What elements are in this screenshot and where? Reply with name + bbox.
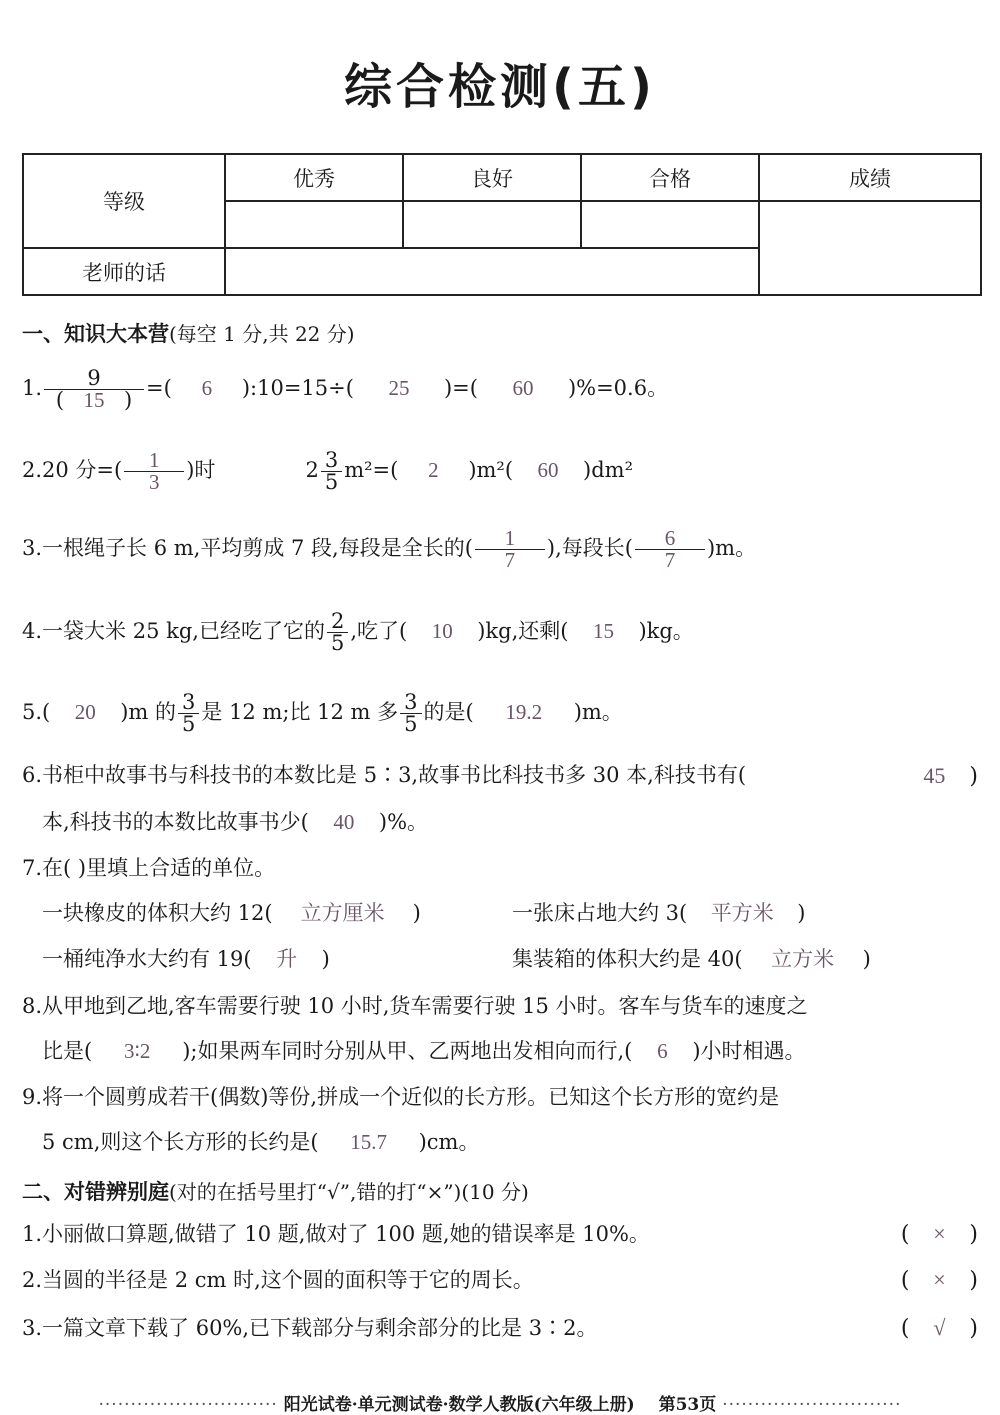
- q6-answer-1: 45: [923, 763, 946, 788]
- judge-item-2-text: 2.当圆的半径是 2 cm 时,这个圆的面积等于它的周长。: [22, 1268, 534, 1292]
- q5-fraction-2-numerator: 3: [404, 690, 418, 714]
- q5-text-1: 5.(: [22, 700, 51, 724]
- q8-text-4: )小时相遇。: [692, 1039, 806, 1063]
- q1-text-3: )=(: [443, 376, 478, 400]
- q7-text-r1a: 一块橡皮的体积大约 12(: [42, 901, 273, 925]
- judge-item-1-close: ): [969, 1222, 978, 1247]
- q5-text-4: 的是(: [423, 700, 474, 724]
- q4-text-2: ,吃了(: [350, 619, 408, 643]
- question-8-line-1: [22, 996, 808, 1017]
- q3-answer-2-numerator: 6: [664, 526, 676, 550]
- q6-text-1: 6.书柜中故事书与科技书的本数比是 5∶3,故事书比科技书多 30 本,科技书有(: [22, 763, 747, 787]
- q7-text-r1b: ): [412, 901, 421, 925]
- q5-fraction-1-denominator: 5: [178, 713, 199, 735]
- judge-item-2-mark: ×: [933, 1267, 946, 1292]
- question-6-line-2: [42, 812, 428, 833]
- q5-text-2: )m 的: [120, 700, 177, 724]
- q7-answer-1: 立方厘米: [300, 901, 385, 925]
- teacher-comment-label: 老师的话: [23, 248, 225, 295]
- q6-answer-1-row: [899, 763, 978, 789]
- grade-pass-cell: [581, 201, 759, 248]
- q7-text-r2d: ): [862, 947, 871, 971]
- section1-heading: 一、知识大本营: [22, 322, 169, 346]
- grade-excellent-cell: [225, 201, 403, 248]
- grade-pass-label: 合格: [581, 154, 759, 201]
- q2-answer-1-numerator: 1: [148, 448, 160, 472]
- q2-text-3: m²=(: [344, 458, 399, 482]
- q5-text-3: 是 12 m;比 12 m 多: [201, 700, 399, 724]
- q9-text-3: )cm。: [418, 1130, 480, 1154]
- question-7-line-1: [22, 858, 275, 879]
- q3-text-2: ),每段长(: [546, 536, 633, 560]
- q5-text-5: )m。: [573, 700, 623, 724]
- q4-denominator: 5: [327, 632, 348, 654]
- q4-text-4: )kg。: [638, 619, 694, 643]
- q2-text-1: 2.20 分=(: [22, 458, 123, 482]
- q6-text-2: 本,科技书的本数比故事书少(: [42, 810, 309, 834]
- question-7-row-1a: [42, 903, 421, 924]
- q8-text-3: );如果两车同时分别从甲、乙两地出发相向而行,(: [182, 1039, 633, 1063]
- teacher-comment-cell: [225, 248, 759, 295]
- q1-denominator: [44, 389, 144, 411]
- section2-heading-row: [22, 1176, 529, 1206]
- q8-text-1: 8.从甲地到乙地,客车需要行驶 10 小时,货车需要行驶 15 小时。客车与货车的速度之: [22, 994, 808, 1018]
- q3-answer-1-fraction: [475, 528, 545, 571]
- judge-item-1-text: 1.小丽做口算题,做错了 10 题,做对了 100 题,她的错误率是 10%。: [22, 1222, 650, 1246]
- section2-heading: 二、对错辨别庭: [22, 1180, 169, 1204]
- page-footer: [0, 1397, 1000, 1414]
- q4-text-3: )kg,还剩(: [477, 619, 569, 643]
- q3-answer-2-fraction: [635, 528, 705, 571]
- section2-note: (对的在括号里打“√”,错的打“×”)(10 分): [169, 1180, 529, 1204]
- q4-answer-1: 10: [431, 619, 453, 643]
- q2-answer-1-fraction: [124, 450, 184, 493]
- question-5: [22, 692, 623, 735]
- q1-number: 1.: [22, 376, 43, 400]
- q2-denominator: 5: [321, 471, 342, 493]
- q7-text-r1c: 一张床占地大约 3(: [512, 901, 688, 925]
- q4-numerator: 2: [330, 609, 345, 633]
- grade-excellent-label: 优秀: [225, 154, 403, 201]
- score-label: 成绩: [759, 154, 981, 201]
- judge-item-1-open: (: [900, 1222, 910, 1247]
- q9-answer-1: 15.7: [350, 1130, 387, 1154]
- q7-text-r1d: ): [797, 901, 806, 925]
- q3-answer-2-denominator: 7: [635, 549, 705, 571]
- q5-fraction-2: [400, 692, 421, 735]
- q7-text-r2a: 一桶纯净水大约有 19(: [42, 947, 252, 971]
- q7-text-1: 7.在( )里填上合适的单位。: [22, 856, 276, 880]
- judge-item-3-text: 3.一篇文章下载了 60%,已下载部分与剩余部分的比是 3∶2。: [22, 1316, 598, 1340]
- q4-answer-2: 15: [592, 619, 614, 643]
- q1-numerator: 9: [87, 366, 101, 390]
- question-6-line-1: [22, 765, 746, 786]
- q5-fraction-1-numerator: 3: [182, 690, 196, 714]
- judge-item-3-open: (: [900, 1316, 910, 1341]
- judge-item-2: [22, 1270, 534, 1291]
- q8-text-2: 比是(: [42, 1039, 93, 1063]
- q1-answer-denominator: 15: [83, 388, 105, 412]
- q2-whole: 2: [305, 458, 319, 482]
- judge-item-3-bracket: [901, 1315, 978, 1341]
- q4-text-1: 4.一袋大米 25 kg,已经吃了它的: [22, 619, 325, 643]
- q3-text-3: )m。: [706, 536, 757, 560]
- question-1: [22, 368, 668, 411]
- question-9-line-1: [22, 1087, 779, 1108]
- q1-text-1: =(: [146, 376, 172, 400]
- q1-den-open: (: [55, 388, 65, 412]
- judge-item-1: [22, 1224, 650, 1245]
- q5-answer-1: 20: [74, 700, 96, 724]
- question-7-row-1b: [512, 903, 805, 924]
- q5-fraction-1: [178, 692, 199, 735]
- grade-table: [22, 153, 982, 296]
- judge-item-1-bracket: [901, 1221, 978, 1247]
- question-8-line-2: [42, 1041, 806, 1062]
- q7-answer-4: 立方米: [771, 947, 835, 971]
- q6-close-1: ): [969, 764, 978, 789]
- q5-answer-2: 19.2: [505, 700, 543, 724]
- q2-numerator: 3: [324, 448, 339, 472]
- grade-good-label: 良好: [403, 154, 581, 201]
- q9-text-2: 5 cm,则这个长方形的长约是(: [42, 1130, 319, 1154]
- q3-text-1: 3.一根绳子长 6 m,平均剪成 7 段,每段是全长的(: [22, 536, 473, 560]
- q4-fraction: [327, 611, 348, 654]
- q1-answer-1: 6: [201, 376, 213, 400]
- judge-item-1-mark: ×: [933, 1221, 946, 1246]
- score-cell: [759, 201, 981, 295]
- question-3: [22, 528, 756, 571]
- q2-answer-3: 60: [537, 458, 559, 482]
- q6-answer-2: 40: [333, 810, 355, 834]
- judge-item-3-mark: √: [933, 1315, 946, 1340]
- question-7-row-2a: [42, 949, 330, 970]
- judge-item-3-close: ): [969, 1316, 978, 1341]
- footer-dots-right: ····························: [722, 1395, 902, 1415]
- judge-item-2-bracket: [901, 1267, 978, 1293]
- q2-fraction: [321, 450, 342, 493]
- page-title: 综合检测(五): [344, 59, 656, 115]
- grade-good-cell: [403, 201, 581, 248]
- q1-answer-3: 60: [512, 376, 534, 400]
- q7-answer-3: 升: [276, 947, 298, 971]
- q7-text-r2b: ): [321, 947, 330, 971]
- q1-fraction: [44, 368, 144, 411]
- q2-text-5: )dm²: [583, 458, 633, 482]
- footer-dots-left: ····························: [98, 1395, 278, 1415]
- q1-text-2: ):10=15÷(: [241, 376, 354, 400]
- q3-answer-1-denominator: 7: [475, 549, 545, 571]
- q1-text-4: )%=0.6。: [567, 376, 669, 400]
- section1-heading-row: [22, 318, 355, 348]
- question-7-row-2b: [512, 949, 871, 970]
- q1-answer-2: 25: [388, 376, 410, 400]
- judge-item-2-close: ): [969, 1268, 978, 1293]
- question-9-line-2: [42, 1132, 479, 1153]
- q8-answer-2: 6: [657, 1039, 668, 1063]
- q2-text-2: )时: [186, 458, 216, 482]
- q8-answer-1: 3∶2: [123, 1039, 151, 1063]
- q2-text-4: )m²(: [468, 458, 514, 482]
- section1-note: (每空 1 分,共 22 分): [169, 322, 355, 346]
- judge-item-2-open: (: [900, 1268, 910, 1293]
- q9-text-1: 9.将一个圆剪成若干(偶数)等份,拼成一个近似的长方形。已知这个长方形的宽约是: [22, 1085, 780, 1109]
- grade-label: 等级: [23, 154, 225, 248]
- q7-text-r2c: 集装箱的体积大约是 40(: [512, 947, 743, 971]
- page-number: 第53页: [658, 1395, 717, 1415]
- question-4: [22, 611, 694, 654]
- q7-answer-2: 平方米: [710, 901, 774, 925]
- q2-answer-2: 2: [428, 458, 439, 482]
- q1-den-close: ): [124, 388, 133, 412]
- q2-answer-1-denominator: 3: [124, 471, 184, 493]
- judge-item-3: [22, 1318, 597, 1339]
- q3-answer-1-numerator: 1: [504, 526, 516, 550]
- q6-text-3: )%。: [378, 810, 429, 834]
- footer-text: 阳光试卷·单元测试卷·数学人教版(六年级上册): [283, 1395, 635, 1415]
- q5-fraction-2-denominator: 5: [400, 713, 421, 735]
- question-2: [22, 450, 633, 493]
